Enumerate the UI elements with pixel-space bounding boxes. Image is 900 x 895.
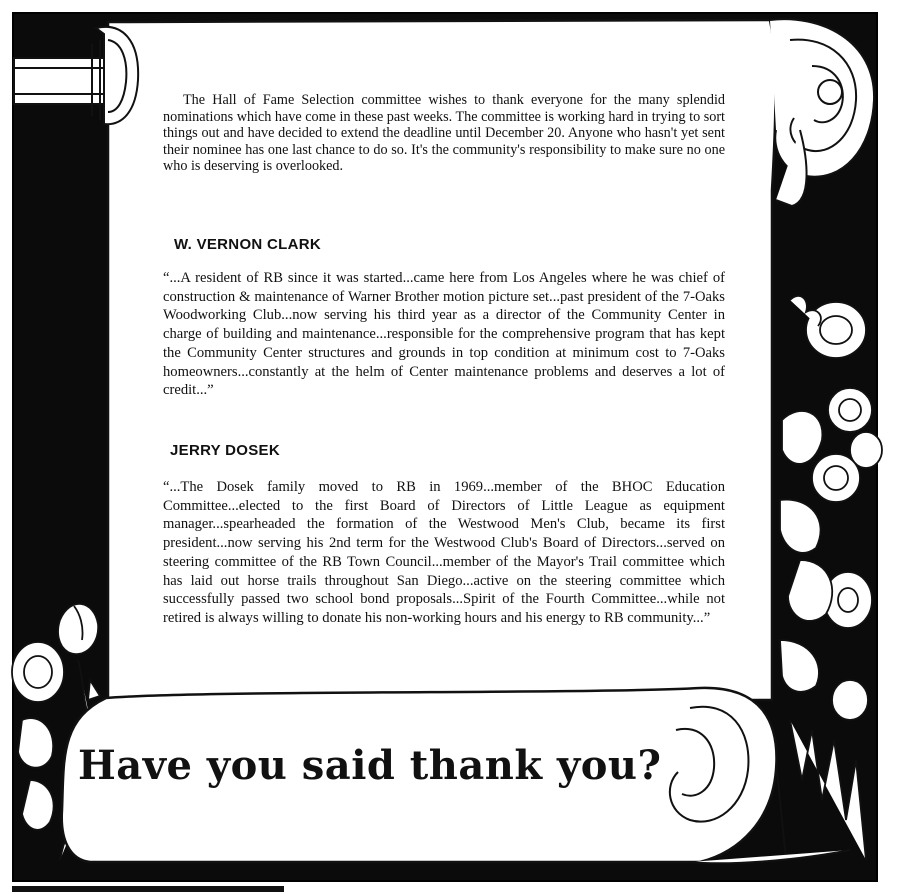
thank-you-slogan: Have you said thank you? (78, 742, 662, 789)
nominee-name-clark: W. VERNON CLARK (174, 236, 321, 253)
right-flower-decoration (776, 296, 882, 860)
left-scroll-roller (14, 27, 138, 124)
nominee-quote-dosek: “...The Dosek family moved to RB in 1969...member of the BHOC Education Committee...elected to the first Board of Directors of Little League as equipment manager...spearheaded the formation of the Westwood Men's Club, became its first president...now serving his 2nd term for the Westwood Club's Board of Directors...served on steering committee of the RB Town Council...member of the Mayor's Trail committee which has laid out horse trails throughout San Diego...active on the steering committee which successfully passed two school bond proposals...Spirit of the Fourth Committee...while not retired is always willing to donate his non-working hours and his energy to RB community...” (163, 479, 725, 626)
nominee-name-dosek: JERRY DOSEK (170, 442, 280, 459)
nominee-quote-clark: “...A resident of RB since it was started...came here from Los Angeles where he was chief of construction & maintenance of Warner Brother motion picture set...past president of the 7-Oaks Woodworking Club...now serving his third year as a director of the Community Center in charge of building and maintenance...responsible for the comprehensive program that has kept the Community Center structures and grounds in top condition at minimum cost to 7-Oaks homeowners...constantly at the helm of Center maintenance problems and deserves a lot of credit...” (163, 270, 725, 399)
intro-paragraph: The Hall of Fame Selection committee wishes to thank everyone for the many splendid nominations which have come in these past weeks. The committee is working hard in trying to sort things out and have decided to extend the deadline until December 20. Anyone who hasn't yet sent their nominee has one last chance to do so. It's the community's responsibility to make sure no one who is deserving is overlooked. (163, 92, 725, 174)
right-scroll-curl (770, 19, 874, 206)
bottom-rule (12, 886, 284, 892)
